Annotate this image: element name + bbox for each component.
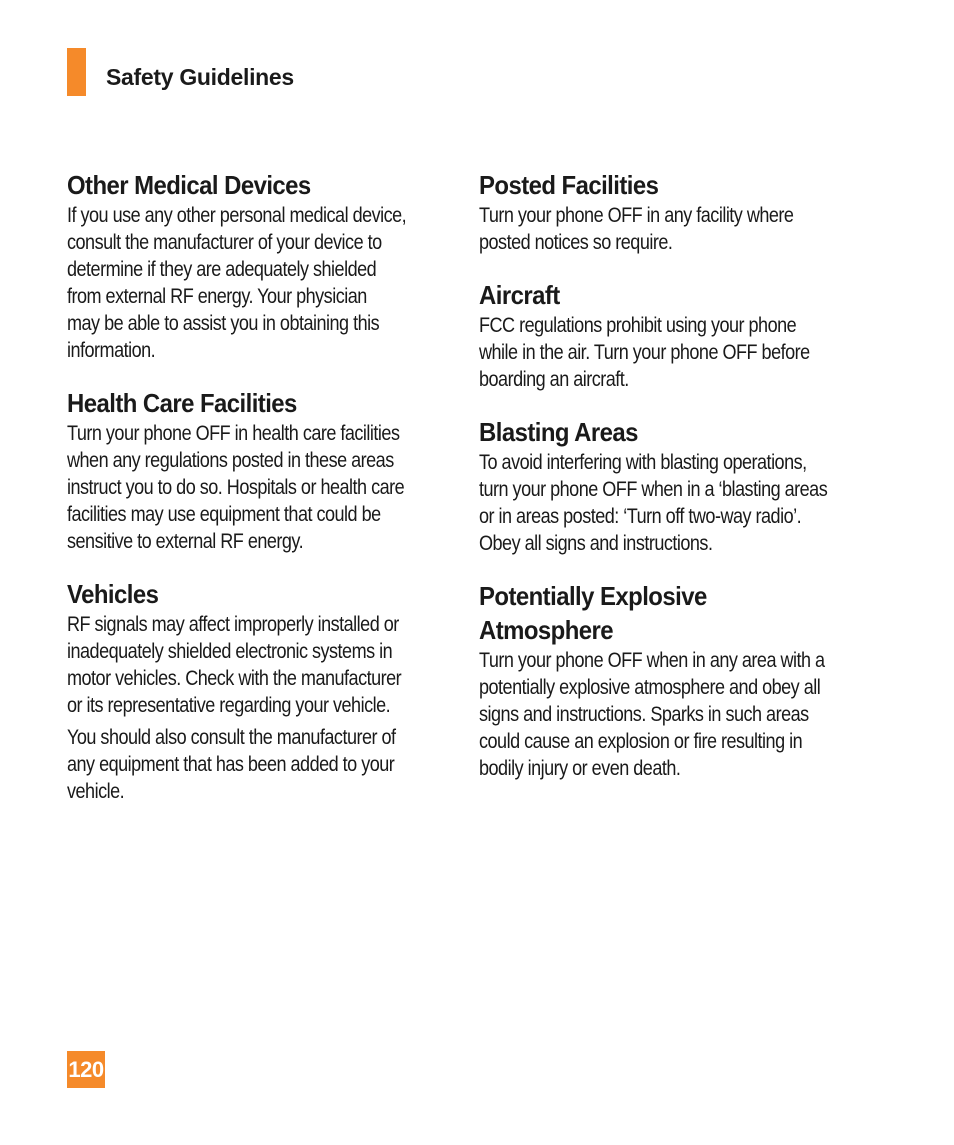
section-heading: Posted Facilities (479, 170, 659, 200)
section-health-care-facilities (67, 386, 447, 555)
section-paragraph: Turn your phone OFF in health care facilities when any regulations posted in these areas instruct you to do so. Hospitals or health care facilities may use equipment that could be sensitive to external RF energy. (67, 422, 405, 553)
section-heading: Vehicles (67, 579, 159, 609)
section-other-medical-devices (67, 168, 447, 364)
section-paragraph: Turn your phone OFF in any facility where posted notices so require. (479, 204, 794, 254)
left-column (67, 168, 447, 827)
header-accent-bar (67, 48, 86, 96)
section-paragraph: To avoid interfering with blasting operations, turn your phone OFF when in a ‘blasting areas or in areas posted: ‘Turn off two-way radio’. Obey all signs and instructions. (479, 451, 828, 555)
section-paragraph: Turn your phone OFF when in any area with a potentially explosive atmosphere and obey all signs and instructions. Sparks in such areas could cause an explosion or fire resulting in bodily injury or even death. (479, 649, 825, 780)
right-column (479, 168, 859, 804)
page-title: Safety Guidelines (106, 64, 294, 90)
section-aircraft (479, 278, 859, 393)
section-heading: Potentially Explosive Atmosphere (479, 581, 707, 645)
section-paragraph: You should also consult the manufacturer of any equipment that has been added to your vehicle. (67, 726, 396, 803)
section-paragraph: If you use any other personal medical device, consult the manufacturer of your device to determine if they are adequately shielded from external RF energy. Your physician may be able to assist you in obtaining this information. (67, 204, 407, 362)
section-heading: Other Medical Devices (67, 170, 311, 200)
section-heading: Health Care Facilities (67, 388, 297, 418)
section-vehicles (67, 577, 447, 805)
section-paragraph: RF signals may affect improperly installed or inadequately shielded electronic systems in motor vehicles. Check with the manufacturer or its representative regarding your vehicle. (67, 613, 402, 717)
page-number: 120 (67, 1051, 105, 1088)
section-blasting-areas (479, 415, 859, 557)
section-heading: Blasting Areas (479, 417, 638, 447)
section-paragraph: FCC regulations prohibit using your phone while in the air. Turn your phone OFF before boarding an aircraft. (479, 314, 810, 391)
section-heading: Aircraft (479, 280, 560, 310)
section-potentially-explosive-atmosphere (479, 579, 859, 782)
section-posted-facilities (479, 168, 859, 256)
